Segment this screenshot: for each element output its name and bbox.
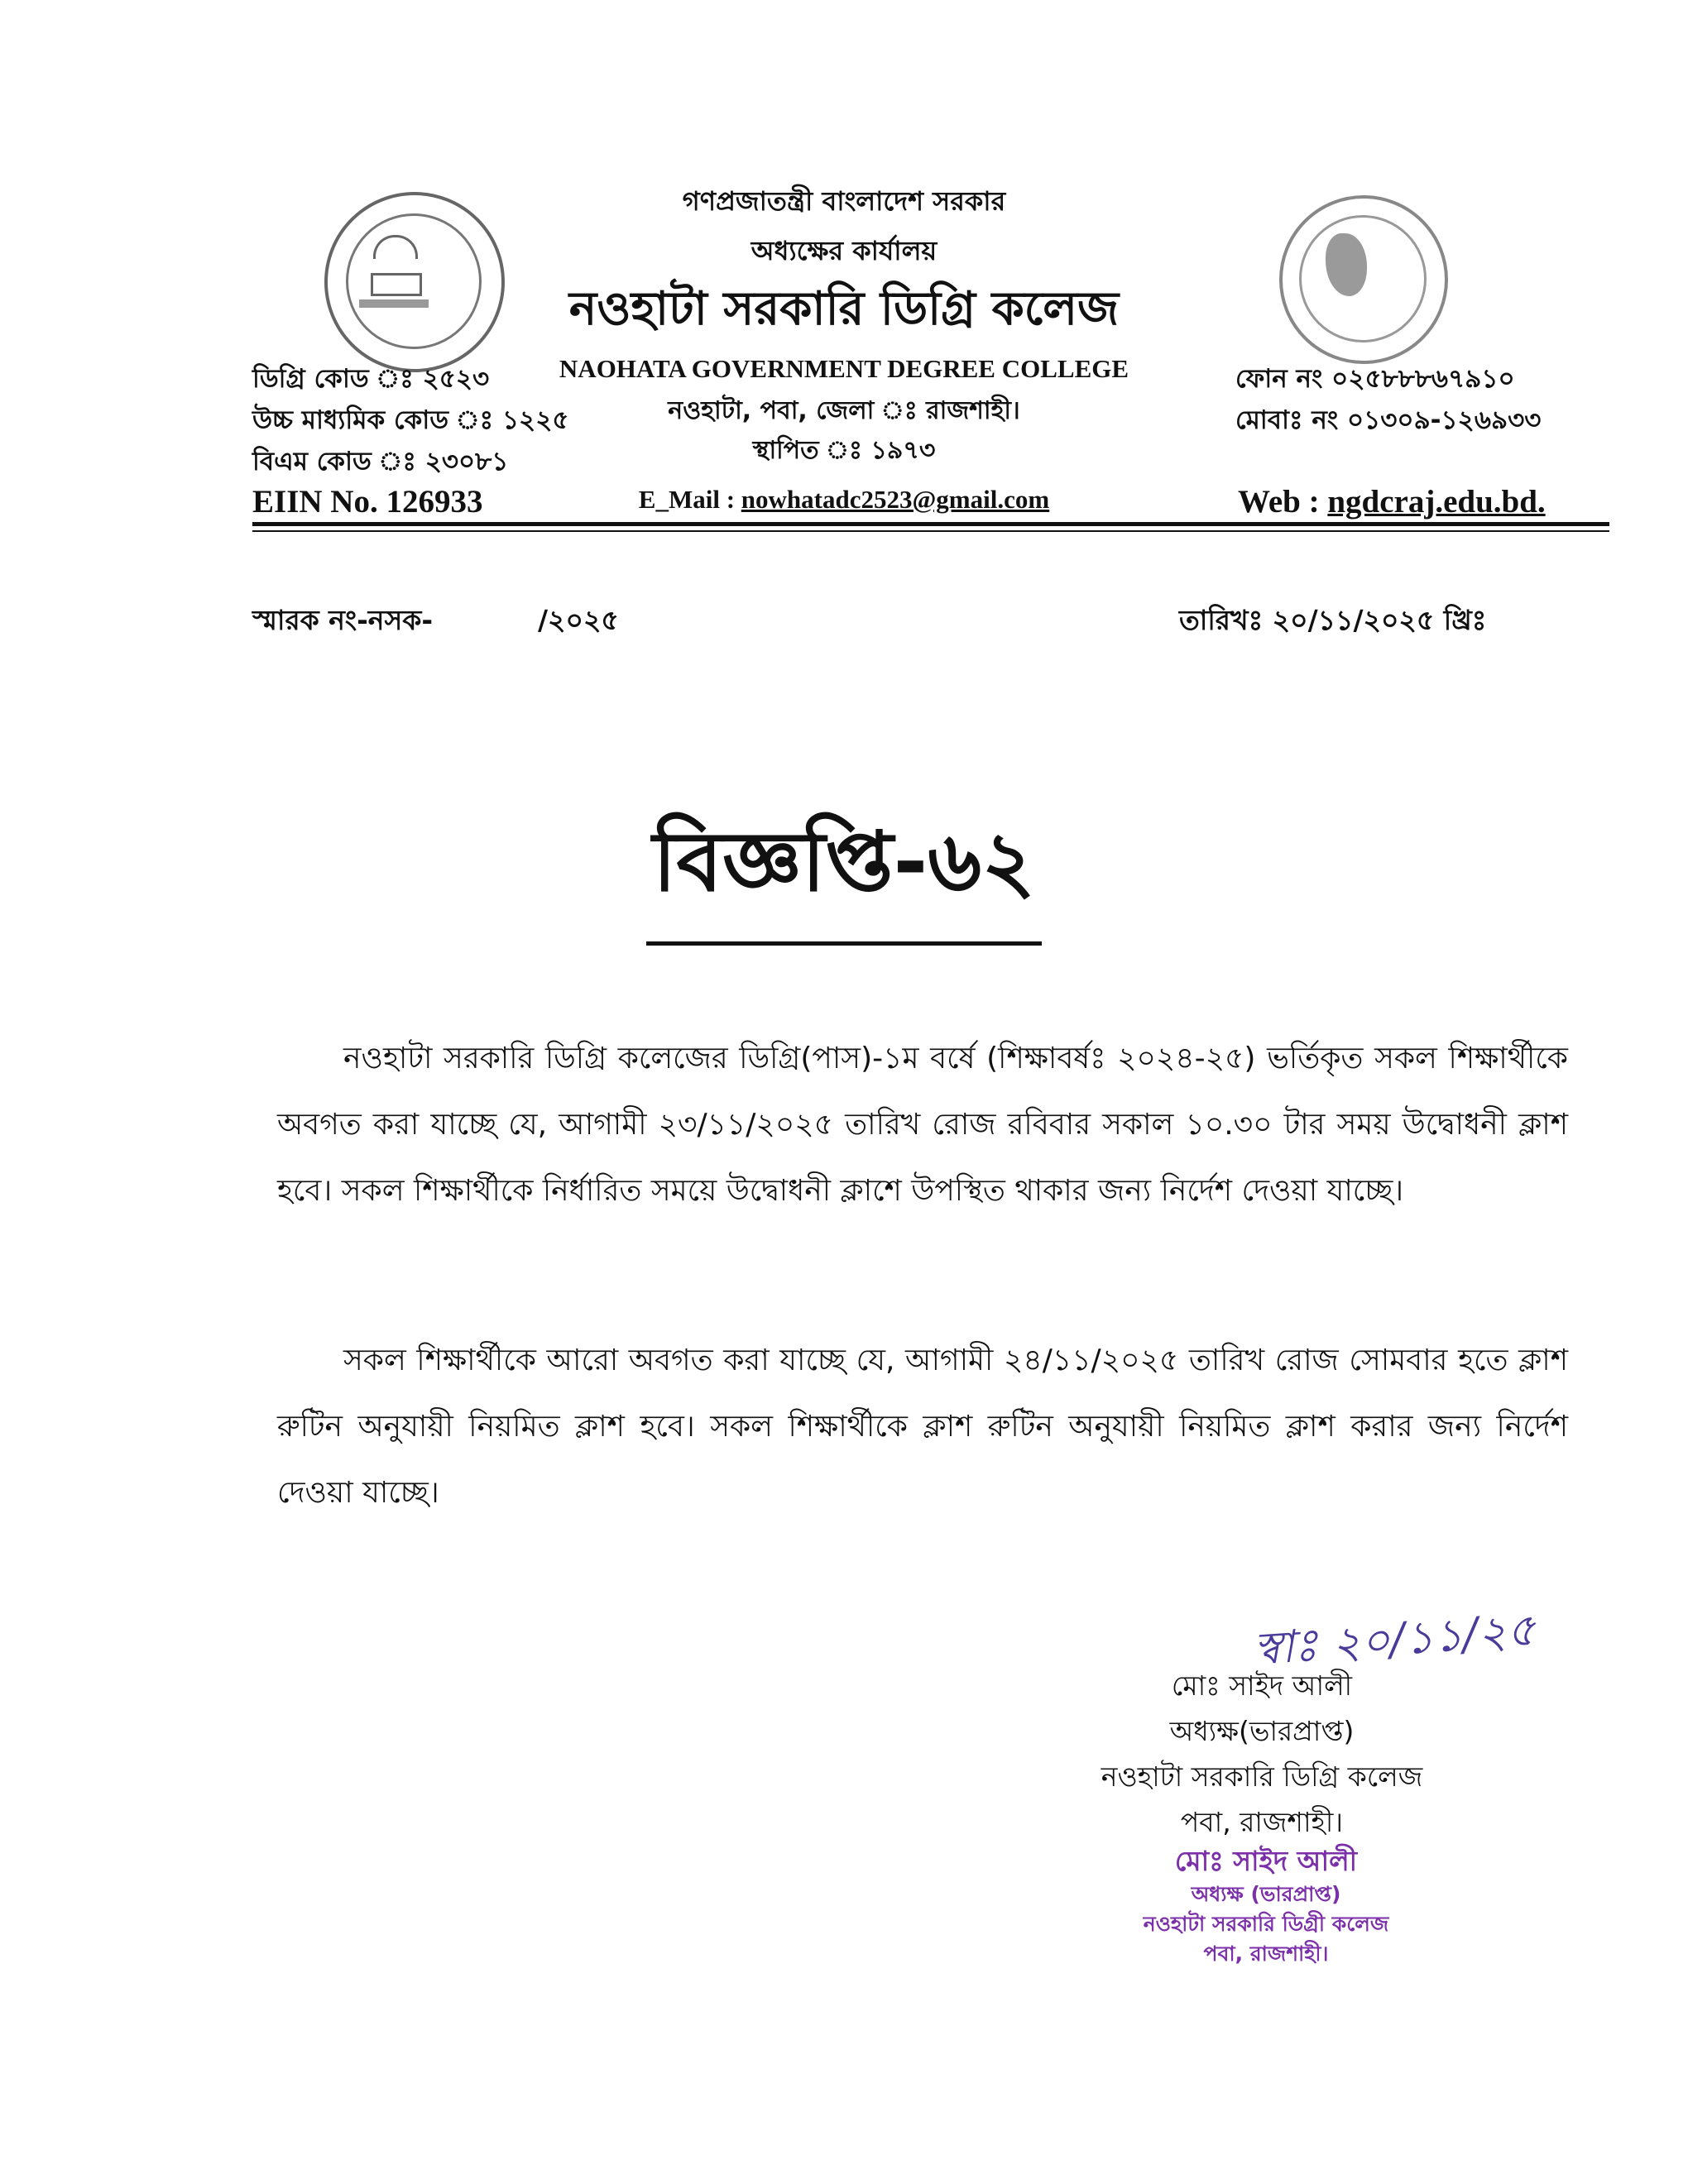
signatory-designation: অধ্যক্ষ(ভারপ্রাপ্ত) <box>1169 1715 1355 1747</box>
memo-date: তারিখঃ ২০/১১/২০২৫ খ্রিঃ <box>1179 604 1487 636</box>
notice-title: বিজ্ঞপ্তি-৬২ <box>646 798 1042 946</box>
stamp-name: মোঃ সাইদ আলী <box>1174 1845 1358 1877</box>
signatory-institution: নওহাটা সরকারি ডিগ্রি কলেজ <box>1101 1760 1423 1793</box>
website-line <box>1238 483 1546 520</box>
eiin-number: EIIN No. 126933 <box>252 484 483 520</box>
official-stamp <box>1076 1843 1456 1969</box>
handwritten-signature: স্বাঃ ২০/১১/২৫ <box>1251 1603 1537 1675</box>
office-line: অধ্যক্ষের কার্যালয় <box>750 235 938 266</box>
phone-number: ফোন নং ০২৫৮৮৮৬৭৯১০ <box>1235 364 1515 394</box>
college-seal-logo <box>324 192 505 372</box>
established-year: স্থাপিত ঃ ১৯৭৩ <box>752 436 936 465</box>
body-paragraph-1: নওহাটা সরকারি ডিগ্রি কলেজের ডিগ্রি(পাস)-১ম বর্ষে (শিক্ষাবর্ষঃ ২০২৪-২৫) ভর্তিকৃত সকল শিক্ষার্থীকে অবগত করা যাচ্ছে যে, আগামী ২৩/১১/২০২৫ তারিখ রোজ রবিবার সকাল ১০.৩০ টার সময় উদ্বোধনী ক্লাশ হবে। সকল শিক্ষার্থীকে নির্ধারিত সময়ে উদ্বোধনী ক্লাশে উপস্থিত থাকার জন্য নির্দেশ দেওয়া যাচ্ছে। <box>277 1042 1568 1208</box>
email-line <box>530 485 1158 515</box>
college-name-bn: নওহাটা সরকারি ডিগ্রি কলেজ <box>568 282 1120 336</box>
stamp-location: পবা, রাজশাহী। <box>1203 1942 1329 1966</box>
signature-block <box>1055 1663 1469 1845</box>
mobile-number: মোবাঃ নং ০১৩০৯-১২৬৯৩৩ <box>1235 405 1542 435</box>
email-label: E_Mail : <box>638 485 736 514</box>
body-paragraph-2: সকল শিক্ষার্থীকে আরো অবগত করা যাচ্ছে যে, আগামী ২৪/১১/২০২৫ তারিখ রোজ সোমবার হতে ক্লাশ রুটিন অনুযায়ী নিয়মিত ক্লাশ হবে। সকল শিক্ষার্থীকে ক্লাশ রুটিন অনুযায়ী নিয়মিত ক্লাশ করার জন্য নির্দেশ দেওয়া যাচ্ছে। <box>277 1343 1568 1510</box>
header-divider-thick <box>252 522 1609 526</box>
notice-title-wrap <box>0 798 1688 946</box>
website-link[interactable]: ngdcraj.edu.bd. <box>1327 484 1546 520</box>
hsc-code: উচ্চ মাধ্যমিক কোড ঃ ১২২৫ <box>252 405 569 435</box>
college-name-en: NAOHATA GOVERNMENT DEGREE COLLEGE <box>559 354 1129 383</box>
bm-code: বিএম কোড ঃ ২৩০৮১ <box>252 447 509 477</box>
website-label: Web : <box>1238 484 1320 520</box>
stamp-designation: অধ্যক্ষ (ভারপ্রাপ্ত) <box>1191 1882 1341 1906</box>
college-address: নওহাটা, পবা, জেলা ঃ রাজশাহী। <box>668 396 1020 425</box>
signatory-name: মোঃ সাইদ আলী <box>1171 1669 1353 1702</box>
degree-code: ডিগ্রি কোড ঃ ২৫২৩ <box>252 364 490 394</box>
header-divider-thin <box>252 530 1609 532</box>
government-seal-logo <box>1279 195 1448 364</box>
government-line: গণপ্রজাতন্ত্রী বাংলাদেশ সরকার <box>682 185 1006 217</box>
memo-ref: স্মারক নং-নসক- <box>252 604 434 636</box>
memo-ref-year: /২০২৫ <box>538 604 619 636</box>
stamp-institution: নওহাটা সরকারি ডিগ্রী কলেজ <box>1143 1912 1389 1936</box>
signatory-location: পবা, রাজশাহী। <box>1180 1806 1344 1838</box>
email-link[interactable]: nowhatadc2523@gmail.com <box>741 485 1050 514</box>
